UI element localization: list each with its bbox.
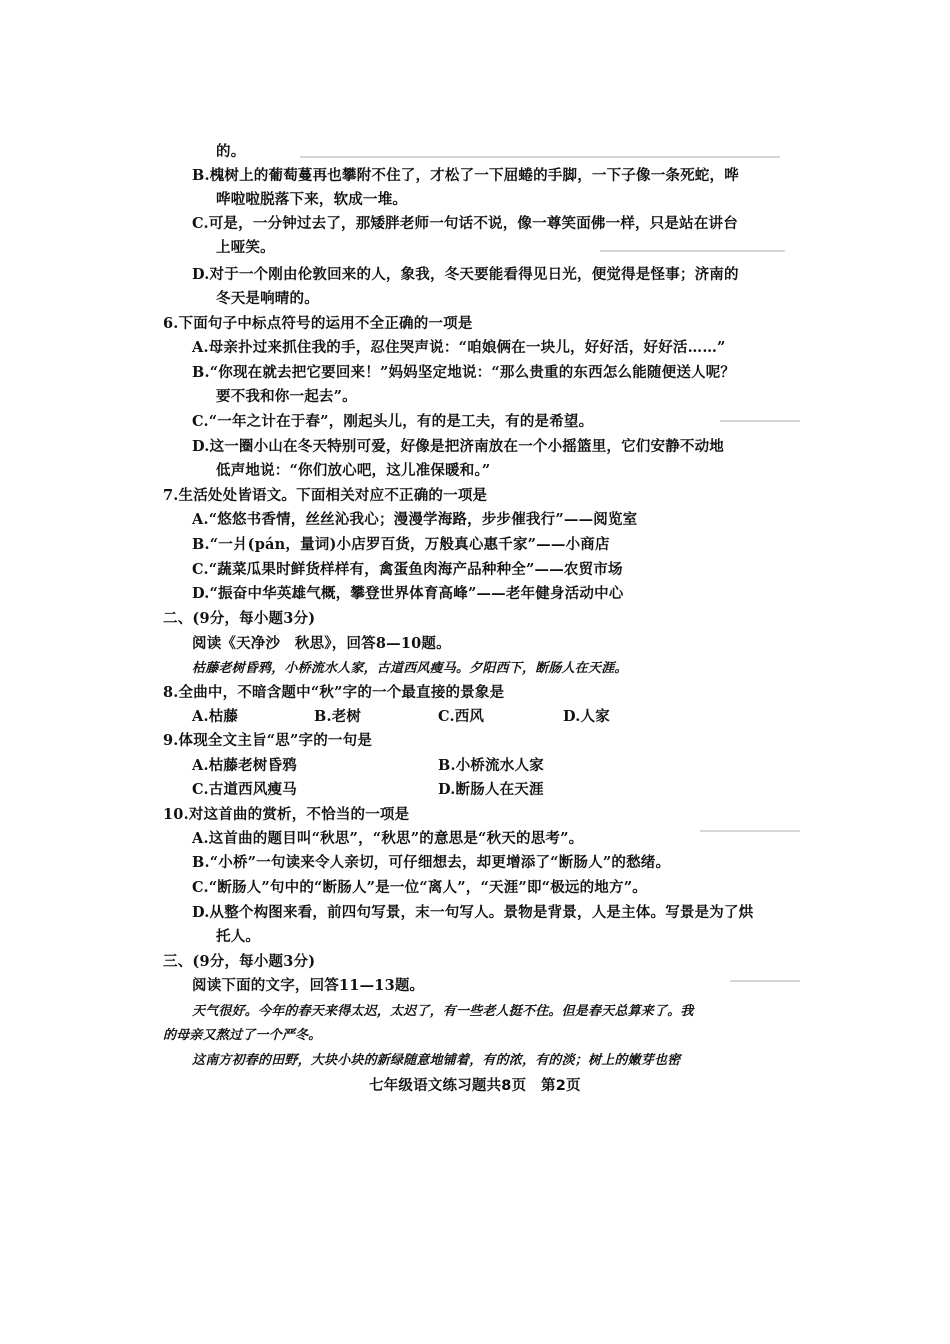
question-10: 10.对这首曲的赏析，不恰当的一项是 — [163, 806, 410, 823]
poem-text: 枯藤老树昏鸦，小桥流水人家，古道西风瘦马。夕阳西下，断肠人在天涯。 — [192, 661, 628, 676]
option-line: D.从整个构图来看，前四句写景，末一句写人。景物是背景，人是主体。写景是为了烘 — [192, 904, 754, 921]
text-line: 低声地说：“你们放心吧，这儿准保暖和。” — [216, 462, 491, 479]
show-through-mark — [700, 830, 800, 832]
option-line: D.对于一个刚由伦敦回来的人，象我，冬天要能看得见日光，便觉得是怪事；济南的 — [192, 266, 739, 283]
q9-option-c: C.古道西风瘦马 — [192, 781, 297, 798]
show-through-mark — [730, 980, 800, 982]
option-line: D.这一圈小山在冬天特别可爱，好像是把济南放在一个小摇篮里，它们安静不动地 — [192, 438, 725, 455]
show-through-mark — [720, 420, 800, 422]
option-line: A.母亲扑过来抓住我的手，忍住哭声说：“咱娘俩在一块儿，好好活，好好活……” — [192, 339, 726, 356]
passage-text: 这南方初春的田野，大块小块的新绿随意地铺着，有的浓，有的淡；树上的嫩芽也密 — [192, 1053, 681, 1068]
option-line: D.“振奋中华英雄气概，攀登世界体育高峰”——老年健身活动中心 — [192, 585, 624, 602]
question-6: 6.下面句子中标点符号的运用不全正确的一项是 — [163, 315, 473, 332]
instruction: 阅读下面的文字，回答11—13题。 — [192, 977, 425, 994]
q8-option-d: D.人家 — [563, 708, 610, 725]
q9-option-d: D.断肠人在天涯 — [438, 781, 544, 798]
text-line: 冬天是响晴的。 — [216, 290, 319, 307]
text-line: 上哑笑。 — [216, 239, 275, 256]
question-7: 7.生活处处皆语文。下面相关对应不正确的一项是 — [163, 487, 488, 504]
option-line: B.槐树上的葡萄蔓再也攀附不住了，才松了一下屈蜷的手脚，一下子像一条死蛇，哗 — [192, 167, 739, 184]
option-line: C.“蔬菜瓜果时鲜货样样有，禽蛋鱼肉海产品种种全”——农贸市场 — [192, 561, 623, 578]
option-line: B.“你现在就去把它要回来！”妈妈坚定地说：“那么贵重的东西怎么能随便送人呢？ — [192, 364, 736, 381]
option-line: C.可是，一分钟过去了，那矮胖老师一句话不说，像一尊笑面佛一样，只是站在讲台 — [192, 215, 738, 232]
question-8: 8.全曲中，不暗含题中“秋”字的一个最直接的景象是 — [163, 684, 505, 701]
text-line: 哗啦啦脱落下来，软成一堆。 — [216, 191, 408, 208]
q9-option-a: A.枯藤老树昏鸦 — [192, 757, 297, 774]
question-9: 9.体现全文主旨“思”字的一句是 — [163, 732, 373, 749]
passage-text: 的母亲又熬过了一个严冬。 — [163, 1028, 322, 1043]
section-3-header: 三、(9分，每小题3分) — [163, 953, 316, 970]
option-line: A.这首曲的题目叫“秋思”，“秋思”的意思是“秋天的思考”。 — [192, 830, 584, 847]
text-line: 托人。 — [216, 928, 261, 945]
show-through-mark — [600, 250, 785, 252]
q8-option-a: A.枯藤 — [192, 708, 239, 725]
text-line: 要不我和你一起去”。 — [216, 388, 357, 405]
page-footer: 七年级语文练习题共8页 第2页 — [369, 1078, 581, 1094]
q8-option-b: B.老树 — [314, 708, 362, 725]
section-2-header: 二、(9分，每小题3分) — [163, 610, 316, 627]
q9-option-b: B.小桥流水人家 — [438, 757, 544, 774]
q8-option-c: C.西风 — [438, 708, 485, 725]
show-through-mark — [300, 156, 780, 158]
option-line: C.“一年之计在于春”，刚起头儿，有的是工夫，有的是希望。 — [192, 413, 594, 430]
option-line: B.“一爿(pán，量词)小店罗百货，万般真心惠千家”——小商店 — [192, 536, 610, 553]
option-line: B.“小桥”一句读来令人亲切，可仔细想去，却更增添了“断肠人”的愁绪。 — [192, 854, 671, 871]
passage-text: 天气很好。今年的春天来得太迟，太迟了，有一些老人挺不住。但是春天总算来了。我 — [192, 1004, 694, 1019]
instruction: 阅读《天净沙 秋思》，回答8—10题。 — [192, 635, 451, 652]
option-line: C.“断肠人”句中的“断肠人”是一位“离人”，“天涯”即“极远的地方”。 — [192, 879, 647, 896]
text-line: 的。 — [216, 143, 246, 160]
option-line: A.“悠悠书香情，丝丝沁我心；漫漫学海路，步步催我行”——阅览室 — [192, 511, 638, 528]
